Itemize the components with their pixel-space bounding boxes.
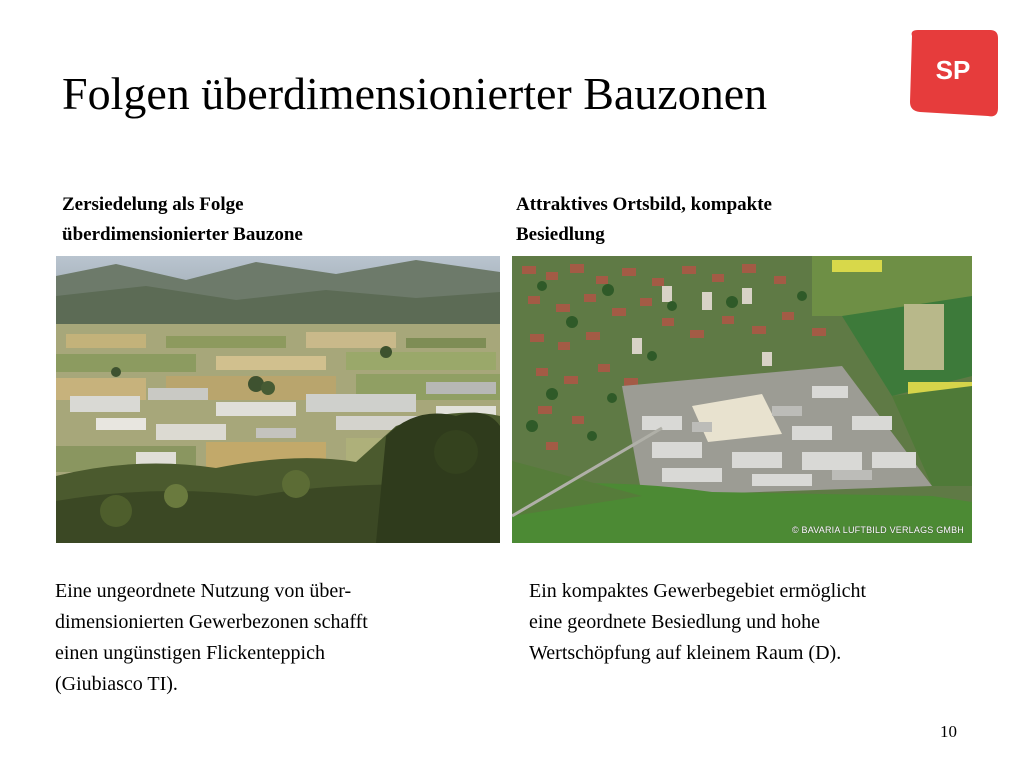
body-left-line2: dimensionierten Gewerbezonen schafft [55,611,368,633]
body-text-left [55,576,495,700]
body-left-line1: Eine ungeordnete Nutzung von über- [55,580,352,602]
caption-left-line1: Zersiedelung als Folge [62,194,244,215]
aerial-compact-town-photo [512,256,972,543]
body-right-line2: eine geordnete Besiedlung und hohe [529,611,821,633]
caption-right [516,190,936,250]
caption-left [62,190,482,250]
caption-left-line2: überdimensionierter Bauzone [62,224,303,245]
body-left-line4: (Giubiasco TI). [55,673,178,695]
page-number: 10 [940,722,957,741]
slide-title: Folgen überdimensionierter Bauzonen [62,68,768,119]
body-left-line3: einen ungünstigen Flickenteppich [55,642,325,664]
body-text-right [529,576,969,669]
logo-text: SP [935,55,971,85]
caption-right-line2: Besiedlung [516,224,605,245]
photo-credit: © BAVARIA LUFTBILD VERLAGS GMBH [791,525,964,535]
caption-right-line1: Attraktives Ortsbild, kompakte [516,194,772,215]
body-right-line1: Ein kompaktes Gewerbegebiet ermöglicht [529,580,867,602]
sp-logo-icon [906,28,1000,118]
body-right-line3: Wertschöpfung auf kleinem Raum (D). [529,642,842,664]
aerial-sprawl-photo [56,256,500,543]
